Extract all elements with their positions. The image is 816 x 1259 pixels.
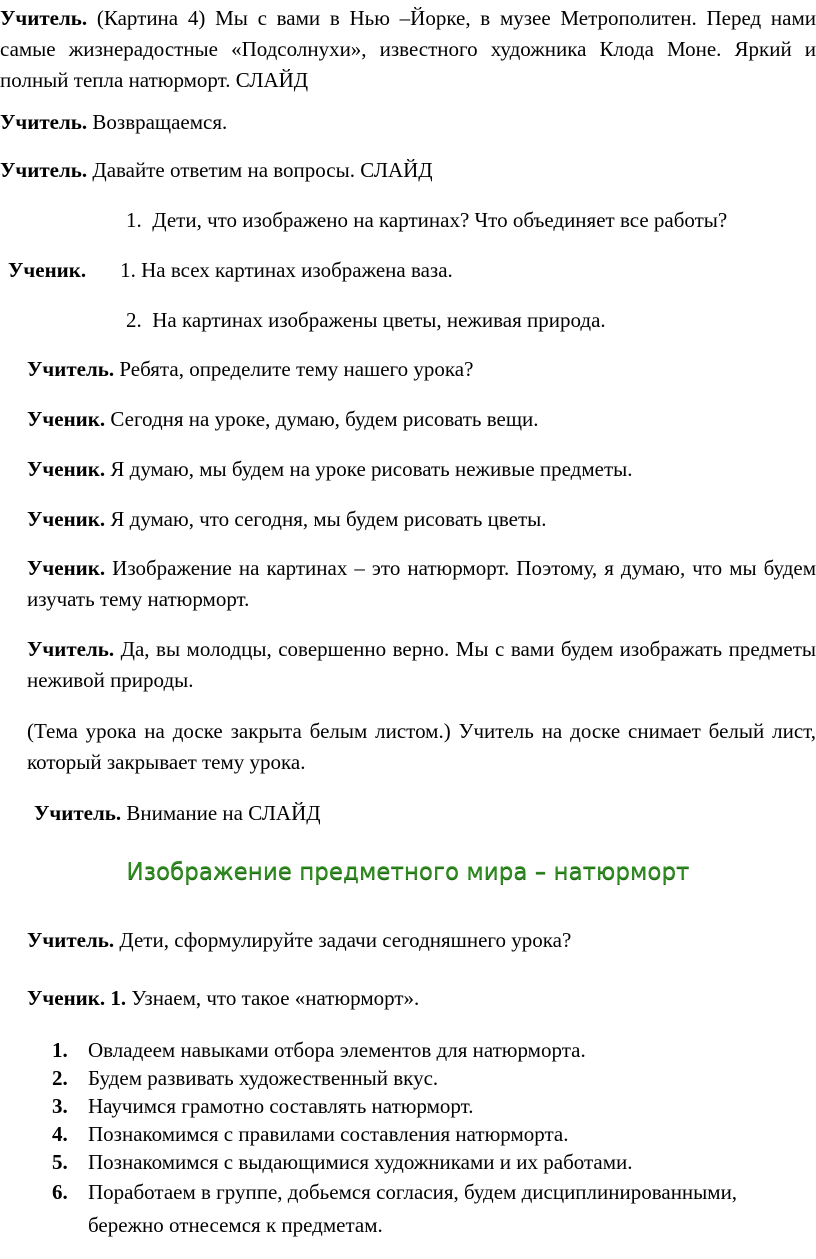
list-number: 2.	[126, 308, 142, 332]
speaker-label: Ученик.	[27, 556, 106, 580]
list-item-text: Будем развивать художественный вкус.	[88, 1066, 439, 1090]
list-item-text: Научимся грамотно составлять натюрморт.	[88, 1094, 474, 1118]
list-item	[52, 1092, 752, 1120]
intro-paragraph	[0, 3, 816, 96]
question-1	[126, 205, 727, 236]
questions-line	[0, 155, 433, 186]
speaker-label: Ученик.	[27, 507, 106, 531]
list-item-text: Познакомимся с правилами составления натюрморта.	[88, 1122, 569, 1146]
speaker-label: Учитель.	[34, 801, 122, 825]
attention-line	[34, 798, 321, 829]
question-text: Дети, что изображено на картинах? Что объединяет все работы?	[152, 208, 728, 232]
list-number: 4.	[52, 1122, 68, 1146]
tasks-question	[27, 925, 571, 956]
dialogue-line	[27, 504, 547, 535]
speaker-label: Ученик.	[27, 457, 106, 481]
tasks-list	[52, 1036, 752, 1242]
line-text: Изображение на картинах – это натюрморт. Поэтому, я думаю, что мы будем изучать тему натюрморт.	[27, 556, 816, 611]
list-item-text: Овладеем навыками отбора элементов для натюрморта.	[88, 1038, 586, 1062]
speaker-label: Учитель.	[0, 110, 88, 134]
line-text: Я думаю, что сегодня, мы будем рисовать цветы.	[105, 507, 547, 531]
list-number: 1.	[52, 1038, 68, 1062]
answer-text: На картинах изображены цветы, неживая природа.	[152, 308, 606, 332]
lesson-title: Изображение предметного мира – натюрморт	[126, 859, 690, 885]
speaker-label: Ученик.	[27, 407, 106, 431]
list-item	[52, 1064, 752, 1092]
dialogue-line	[27, 634, 816, 696]
speaker-label: Учитель.	[27, 928, 115, 952]
board-note: (Тема урока на доске закрыта белым листом.) Учитель на доске снимает белый лист, который закрывает тему урока.	[27, 719, 816, 774]
list-number: 1.	[126, 208, 142, 232]
list-item-text: Поработаем в группе, добьемся согласия, будем дисциплинированными, бережно отнесемся к предметам.	[88, 1180, 738, 1237]
speaker-label: Учитель.	[0, 6, 88, 30]
line-text: Узнаем, что такое «натюрморт».	[126, 986, 420, 1010]
line-text: Сегодня на уроке, думаю, будем рисовать вещи.	[105, 407, 539, 431]
line-text: Внимание на СЛАЙД	[121, 801, 321, 825]
line-text: Давайте ответим на вопросы. СЛАЙД	[87, 158, 433, 182]
list-item	[52, 1036, 752, 1064]
list-item	[52, 1120, 752, 1148]
list-number: 2.	[52, 1066, 68, 1090]
line-text: Дети, сформулируйте задачи сегодняшнего урока?	[114, 928, 572, 952]
intro-text: (Картина 4) Мы с вами в Нью –Йорке, в музее Метрополитен. Перед нами самые жизнерадостные «Подсолнухи», известного художника Клода Моне. Яркий и полный тепла натюрморт. СЛАЙД	[0, 6, 816, 92]
return-line	[0, 107, 227, 138]
line-text: Я думаю, мы будем на уроке рисовать неживые предметы.	[105, 457, 633, 481]
dialogue-line	[27, 404, 539, 435]
speaker-label: Учитель.	[27, 357, 115, 381]
answer-2	[126, 305, 606, 336]
line-text: Ребята, определите тему нашего урока?	[114, 357, 474, 381]
list-number: 3.	[52, 1094, 68, 1118]
tasks-answer	[27, 983, 419, 1014]
list-item-text: Познакомимся с выдающимися художниками и их работами.	[88, 1150, 633, 1174]
list-number: 5.	[52, 1150, 68, 1174]
dialogue-line	[27, 454, 633, 485]
list-number: 6.	[52, 1180, 68, 1204]
dialogue-line	[27, 553, 816, 615]
speaker-label: Учитель.	[27, 637, 115, 661]
line-text: Да, вы молодцы, совершенно верно. Мы с вами будем изображать предметы неживой природы.	[27, 637, 816, 692]
list-item	[52, 1176, 752, 1242]
dialogue-line	[27, 354, 473, 385]
answer-text: На всех картинах изображена ваза.	[141, 258, 453, 282]
answer-1	[8, 255, 453, 286]
speaker-label: Ученик.	[8, 258, 87, 282]
list-number: 1.	[120, 258, 136, 282]
speaker-label: Учитель.	[0, 158, 88, 182]
list-item	[52, 1148, 752, 1176]
speaker-label: Ученик. 1.	[27, 986, 127, 1010]
line-text: Возвращаемся.	[87, 110, 228, 134]
